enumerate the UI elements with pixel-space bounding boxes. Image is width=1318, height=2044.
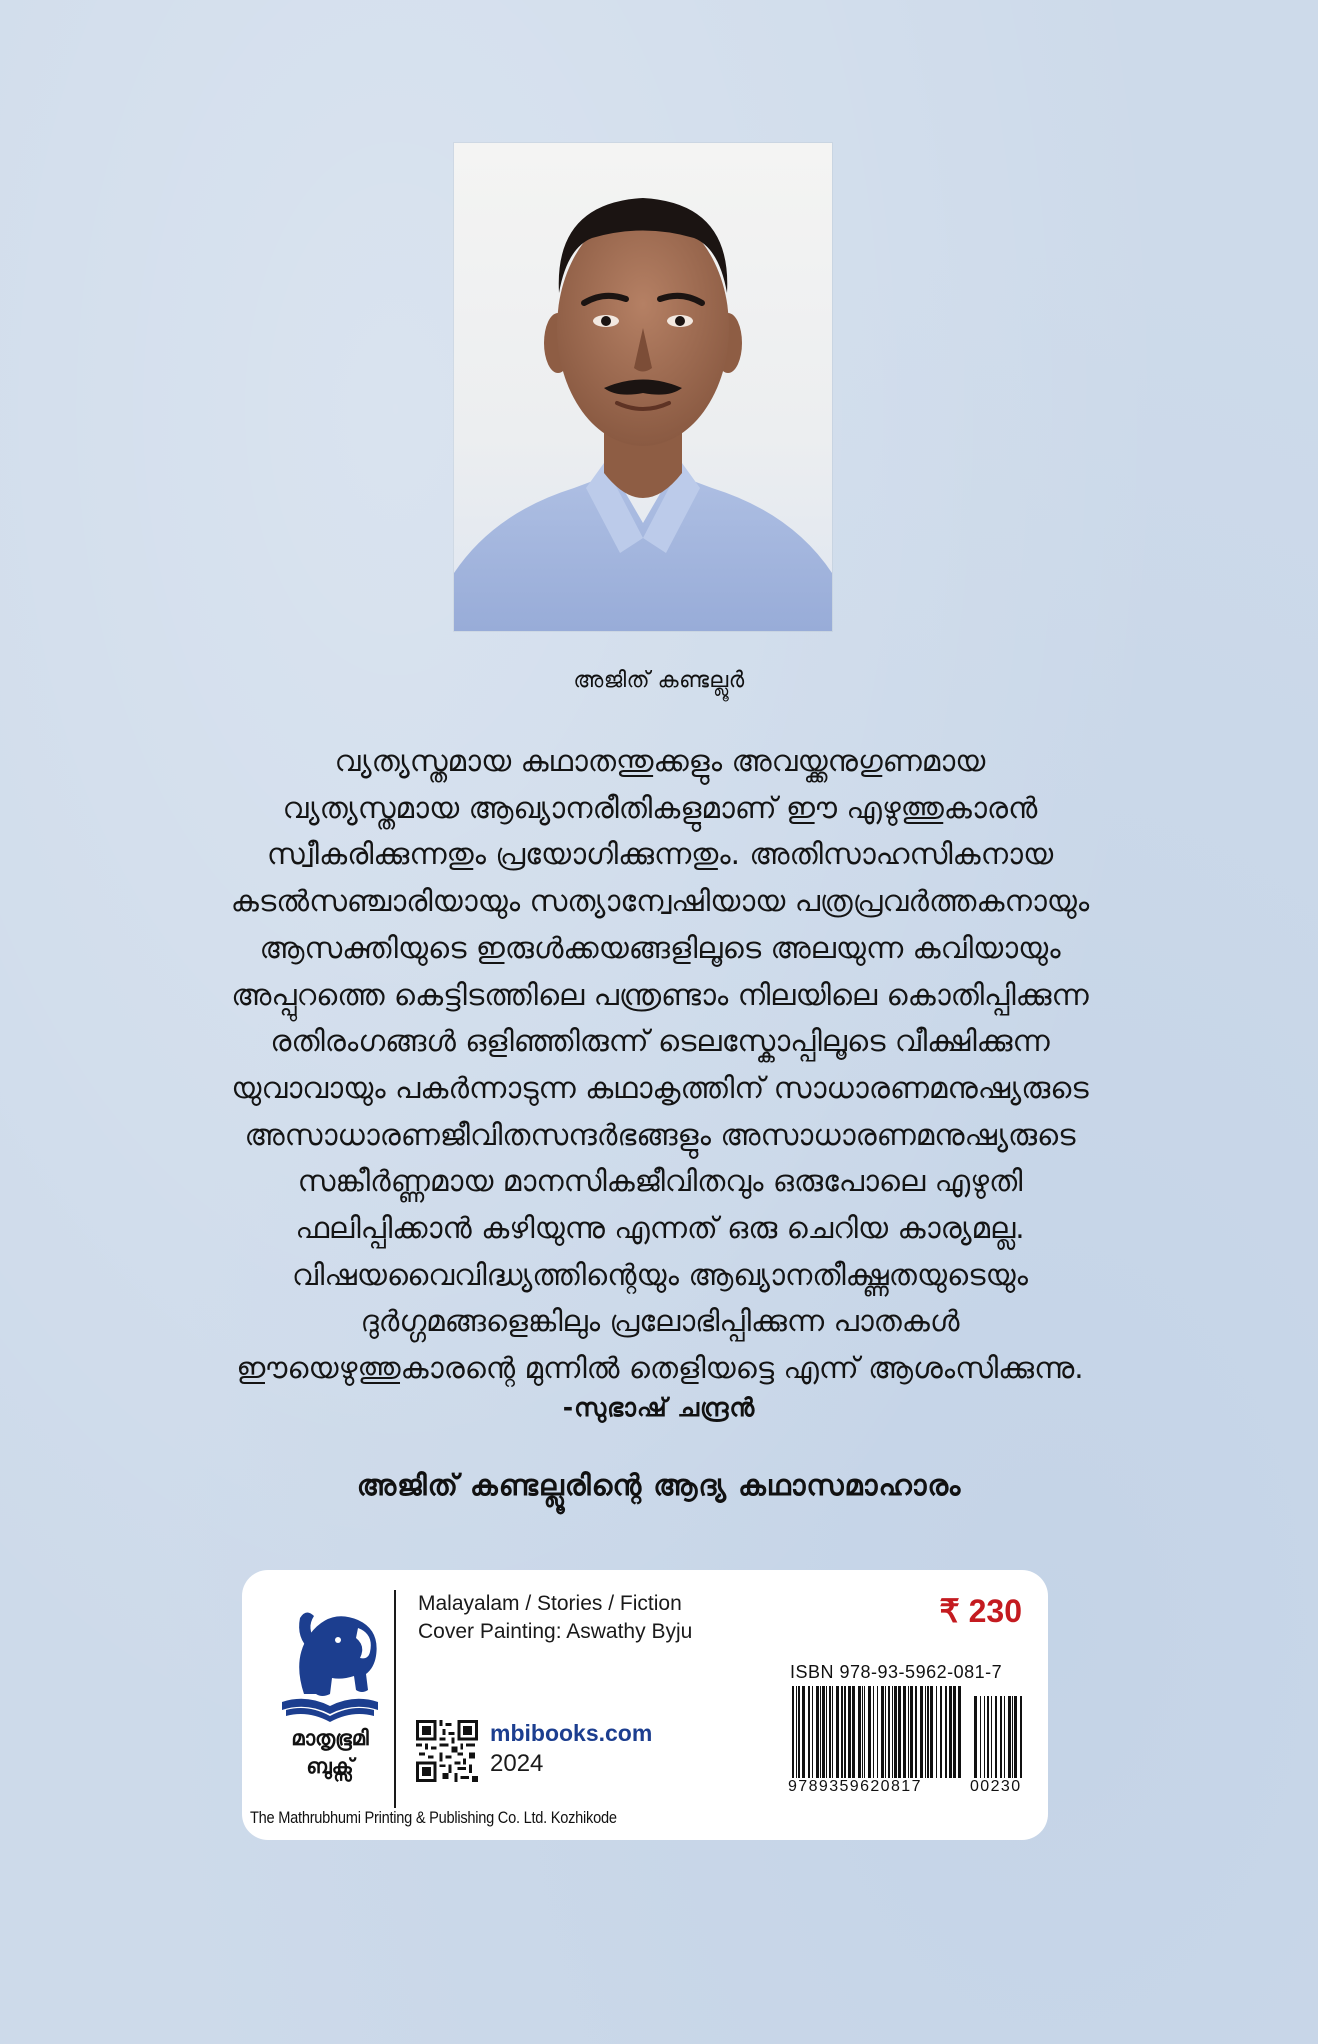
blurb-line: സങ്കീർണ്ണമായ മാനസികജീവിതവും ഒരുപോലെ എഴുതി [297, 1164, 1023, 1199]
barcode-bar [862, 1686, 863, 1778]
barcode-bar [881, 1686, 884, 1778]
barcode-bar [953, 1686, 956, 1778]
barcode-bar [920, 1686, 923, 1778]
barcode-bar [802, 1686, 805, 1778]
barcode-bar [945, 1686, 947, 1778]
barcode-bar [868, 1686, 871, 1778]
barcode-bar [894, 1686, 897, 1778]
barcode-bar [844, 1686, 846, 1778]
barcode-bar [816, 1686, 819, 1778]
blurb-line: ഈയെഴുത്തുകാരന്റെ മുന്നിൽ തെളിയട്ടെ എന്ന് ആശംസിക്കുന്നു. [236, 1351, 1084, 1386]
barcode-bar [864, 1686, 865, 1778]
barcode-bar [873, 1686, 874, 1778]
barcode-bar [841, 1686, 843, 1778]
author-portrait-illustration [454, 143, 832, 631]
barcode-addon-bar [1008, 1696, 1011, 1778]
barcode-addon-number: 00230 [970, 1778, 1022, 1795]
barcode-bar [915, 1686, 917, 1778]
barcode-bar [852, 1686, 855, 1778]
barcode-addon-bar [1004, 1696, 1005, 1778]
website-link[interactable]: mbibooks.com [490, 1720, 653, 1746]
book-details [418, 1590, 692, 1646]
barcode-bar [812, 1686, 813, 1778]
barcode-bar [832, 1686, 833, 1778]
blurb-line: ദുർഗ്ഗമങ്ങളെങ്കിലും പ്രലോഭിപ്പിക്കുന്ന പാതകൾ [360, 1304, 960, 1339]
blurb-line: അപ്പുറത്തെ കെട്ടിടത്തിലെ പന്ത്രണ്ടാം നിലയിലെ കൊതിപ്പിക്കുന്ന [231, 977, 1089, 1012]
barcode-bar [925, 1686, 926, 1778]
barcode-bar [930, 1686, 933, 1778]
barcode-bar [910, 1686, 913, 1778]
author-name-caption: അജിത് കണ്ടല്ലൂർ [573, 668, 745, 693]
blurb-line: രതിരംഗങ്ങൾ ഒളിഞ്ഞിരുന്ന് ടെലസ്കോപ്പിലൂടെ വീക്ഷിക്കുന്ന [270, 1024, 1050, 1059]
barcode-bar [822, 1686, 825, 1778]
publisher-info-box [242, 1570, 1048, 1840]
blurb-line: വിഷയവൈവിദ്ധ്യത്തിന്റെയും ആഖ്യാനതീക്ഷ്ണതയുടെയും [292, 1257, 1028, 1292]
barcode-bar [796, 1686, 797, 1778]
isbn-label: ISBN 978-93-5962-081-7 [790, 1662, 1003, 1682]
barcode-bar [829, 1686, 831, 1778]
barcode-bar [885, 1686, 886, 1778]
barcode-bar [826, 1686, 827, 1778]
book-subtitle: അജിത് കണ്ടല്ലൂരിന്റെ ആദ്യ കഥാസമാഹാരം [356, 1468, 962, 1502]
publication-year: 2024 [490, 1750, 544, 1777]
barcode-addon-bar [987, 1696, 989, 1778]
blurb-line: സ്വീകരിക്കുന്നതും പ്രയോഗിക്കുന്നതും. അതിസാഹസികനായ [266, 837, 1054, 872]
publisher-logo-text [270, 1724, 390, 1780]
blurb-line: യുവാവായും പകർന്നാടുന്ന കഥാകൃത്തിന് സാധാരണമനുഷ്യരുടെ [231, 1070, 1089, 1105]
barcode-bar [903, 1686, 906, 1778]
genre-label: Malayalam / Stories / Fiction [418, 1592, 682, 1615]
blurb-line: വ്യത്യസ്തമായ കഥാതന്തുക്കളും അവയ്ക്കനുഗുണമായ [334, 744, 986, 778]
author-photo [454, 143, 832, 631]
barcode-bar [792, 1686, 794, 1778]
barcode-icon [792, 1686, 1024, 1778]
barcode-bar [927, 1686, 929, 1778]
barcode-bar [820, 1686, 821, 1778]
barcode-bar [798, 1686, 800, 1778]
blurb-text [165, 738, 1155, 1392]
barcode-bar [848, 1686, 851, 1778]
barcode-addon-bar [995, 1696, 997, 1778]
vertical-divider [394, 1590, 396, 1808]
price-label: ₹ 230 [939, 1593, 1022, 1629]
barcode-bar [936, 1686, 937, 1778]
barcode-bar [836, 1686, 839, 1778]
publisher-logo-line1: മാതൃഭൂമി [291, 1726, 369, 1750]
qr-code-icon [416, 1720, 478, 1782]
blurb-line: കടൽസഞ്ചാരിയായും സത്യാന്വേഷിയായ പത്രപ്രവർത്തകനായും [230, 884, 1090, 919]
barcode-number: 9789359620817 [788, 1778, 922, 1795]
blurb-line: ആസക്തിയുടെ ഇരുൾക്കയങ്ങളിലൂടെ അലയുന്ന കവിയായും [259, 930, 1061, 965]
blurb-line: വ്യത്യസ്തമായ ആഖ്യാനരീതികളുമാണ് ഈ എഴുത്തുകാരൻ [282, 790, 1038, 825]
barcode-bar [940, 1686, 942, 1778]
barcode-bar [949, 1686, 952, 1778]
publisher-name: The Mathrubhumi Printing & Publishing Co. Ltd. Kozhikode [250, 1808, 617, 1827]
barcode-bar [877, 1686, 878, 1778]
barcode-bar [892, 1686, 893, 1778]
cover-credit: Cover Painting: Aswathy Byju [418, 1620, 693, 1643]
publisher-logo-line2: ബുക്സ് [306, 1754, 354, 1778]
blurb-line: അസാധാരണജീവിതസന്ദർഭങ്ങളും അസാധാരണമനുഷ്യരുടെ [244, 1117, 1076, 1152]
barcode-addon-bar [1014, 1696, 1017, 1778]
barcode-addon-bar [1000, 1696, 1002, 1778]
barcode-addon-bar [1012, 1696, 1013, 1778]
barcode-bar [858, 1686, 861, 1778]
blurb-attribution: -സുഭാഷ് ചന്ദ്രൻ [562, 1393, 756, 1422]
barcode-bar [888, 1686, 890, 1778]
blurb-line: ഫലിപ്പിക്കാൻ കഴിയുന്നു എന്നത് ഒരു ചെറിയ കാര്യമല്ല. [295, 1211, 1025, 1246]
barcode-addon-bar [984, 1696, 985, 1778]
barcode-bar [908, 1686, 909, 1778]
barcode-bar [958, 1686, 961, 1778]
barcode-addon-bar [974, 1696, 977, 1778]
barcode-addon-bar [980, 1696, 981, 1778]
barcode-bar [808, 1686, 810, 1778]
barcode-bar [898, 1686, 901, 1778]
barcode-addon-bar [1020, 1696, 1022, 1778]
barcode-addon-bar [991, 1696, 992, 1778]
